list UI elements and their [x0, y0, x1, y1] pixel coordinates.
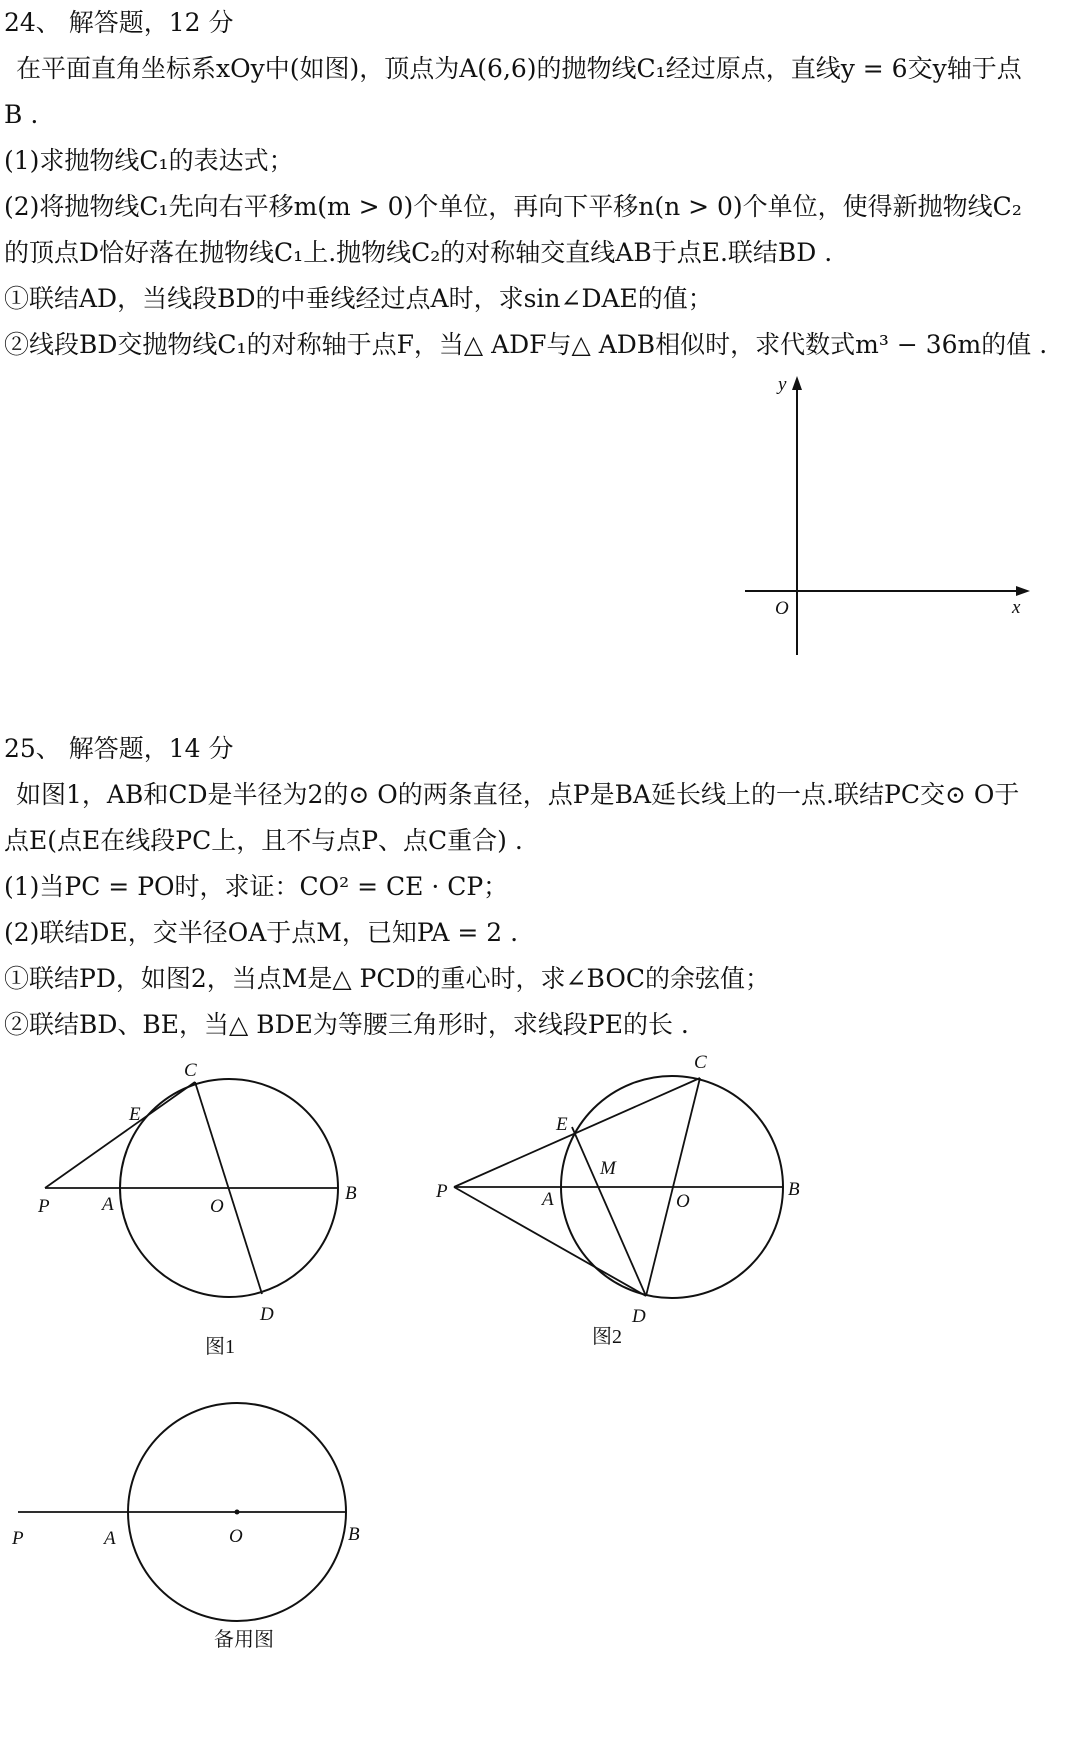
fig1-label-A: A	[102, 1194, 114, 1215]
q25-line-6: ②联结BD、BE，当△ BDE为等腰三角形时，求线段PE的长 .	[4, 1010, 689, 1039]
fig2-line-DE	[572, 1127, 646, 1296]
q25-header: 25、 解答题，14 分	[4, 734, 234, 763]
fig1-label-O: O	[210, 1196, 224, 1217]
q24-line-1: 在平面直角坐标系xOy中(如图)，顶点为A(6,6)的抛物线C₁经过原点，直线y = 6交y轴于点	[16, 54, 1022, 83]
fig2-label-D: D	[632, 1306, 646, 1327]
fig2-label-O: O	[676, 1191, 690, 1212]
fig2-caption: 图2	[592, 1326, 622, 1348]
fig3-label-B: B	[348, 1524, 360, 1545]
fig3-label-P: P	[12, 1528, 24, 1549]
fig1-label-P: P	[38, 1196, 50, 1217]
fig2-line-PC	[454, 1078, 700, 1187]
q24-line-7: ②线段BD交抛物线C₁的对称轴于点F，当△ ADF与△ ADB相似时，求代数式m³ − 36m的值 .	[4, 330, 1048, 359]
q25-line-5: ①联结PD，如图2，当点M是△ PCD的重心时，求∠BOC的余弦值；	[4, 964, 770, 993]
q24-line-5: 的顶点D恰好落在抛物线C₁上.抛物线C₂的对称轴交直线AB于点E.联结BD .	[4, 238, 833, 267]
q24-line-2: B .	[4, 100, 39, 129]
fig1-caption: 图1	[205, 1336, 235, 1358]
figure-1	[0, 1060, 400, 1360]
fig3-label-O: O	[229, 1526, 243, 1547]
origin-label: O	[775, 598, 789, 619]
fig3-caption: 备用图	[214, 1629, 274, 1651]
fig1-label-C: C	[184, 1060, 197, 1081]
fig2-label-E: E	[556, 1114, 568, 1135]
fig3-center-dot	[235, 1510, 240, 1515]
fig1-label-B: B	[345, 1183, 357, 1204]
q25-line-4: (2)联结DE，交半径OA于点M，已知PA = 2 .	[4, 918, 519, 947]
fig2-label-M: M	[600, 1158, 616, 1179]
fig3-label-A: A	[104, 1528, 116, 1549]
q25-line-2: 点E(点E在线段PC上，且不与点P、点C重合) .	[4, 826, 523, 855]
y-axis-arrow-icon	[792, 376, 802, 390]
y-axis-label: y	[778, 374, 787, 395]
figure-backup	[0, 1370, 400, 1660]
fig1-label-E: E	[129, 1104, 141, 1125]
fig2-label-P: P	[436, 1181, 448, 1202]
q25-line-3: (1)当PC = PO时，求证：CO² = CE · CP；	[4, 872, 509, 901]
figure-2	[420, 1050, 820, 1350]
q24-header: 24、 解答题，12 分	[4, 8, 234, 37]
fig2-label-B: B	[788, 1179, 800, 1200]
q24-axes-figure	[740, 370, 1040, 660]
q25-line-1: 如图1，AB和CD是半径为2的⊙ O的两条直径，点P是BA延长线上的一点.联结PC交⊙ O于	[16, 780, 1020, 809]
q24-line-6: ①联结AD，当线段BD的中垂线经过点A时，求sin∠DAE的值；	[4, 284, 713, 313]
q24-line-4: (2)将抛物线C₁先向右平移m(m > 0)个单位，再向下平移n(n > 0)个单位，使得新抛物线C₂	[4, 192, 1022, 221]
fig2-label-C: C	[694, 1052, 707, 1073]
x-axis-arrow-icon	[1016, 586, 1030, 596]
q24-line-3: (1)求抛物线C₁的表达式；	[4, 146, 294, 175]
x-axis-label: x	[1012, 597, 1021, 618]
fig1-label-D: D	[260, 1304, 274, 1325]
fig1-line-PC	[45, 1082, 195, 1188]
fig2-label-A: A	[542, 1189, 554, 1210]
